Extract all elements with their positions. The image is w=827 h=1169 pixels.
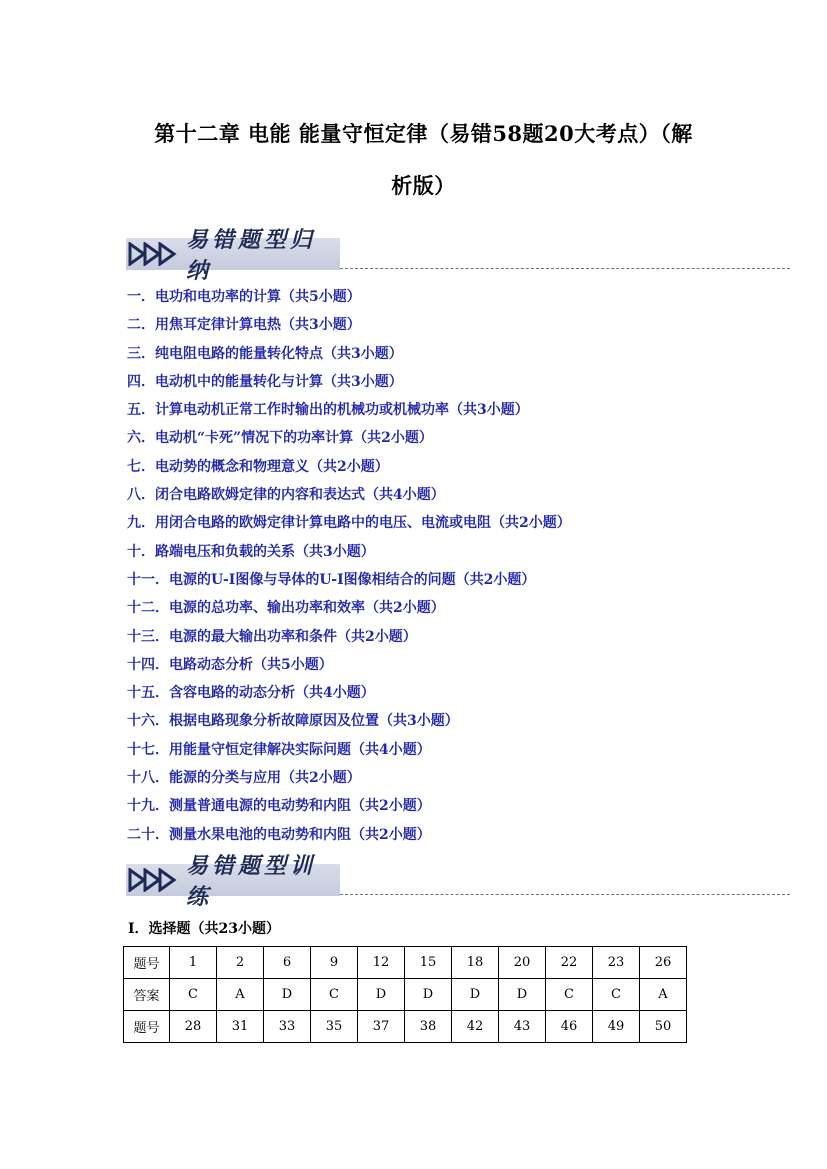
table-cell: 43 [499,1011,546,1043]
table-cell: 37 [358,1011,405,1043]
topic-item: 十四．电路动态分析（共5小题） [127,656,333,673]
table-cell: 28 [170,1011,217,1043]
topic-item: 十六．根据电路现象分析故障原因及位置（共3小题） [127,713,459,730]
topic-item: 十五．含容电路的动态分析（共4小题） [127,685,375,702]
topic-item: 二十．测量水果电池的电动势和内阻（共2小题） [127,826,431,843]
topic-item: 五．计算电动机正常工作时输出的机械功或机械功率（共3小题） [127,402,529,419]
topic-item: 十二．电源的总功率、输出功率和效率（共2小题） [127,600,445,617]
topic-item: 十．路端电压和负载的关系（共3小题） [127,543,375,560]
answer-table [123,946,687,1043]
topic-item: 十七．用能量守恒定律解决实际问题（共4小题） [127,741,431,758]
table-cell: C [170,979,217,1011]
table-cell: 9 [311,947,358,979]
table-cell: D [499,979,546,1011]
table-cell: 18 [452,947,499,979]
table-cell: 50 [640,1011,687,1043]
topic-item: 七．电动势的概念和物理意义（共2小题） [127,458,389,475]
topic-item: 十八．能源的分类与应用（共2小题） [127,770,361,787]
table-cell: 35 [311,1011,358,1043]
document-title-line-2: 析版） [391,173,456,198]
table-cell: D [405,979,452,1011]
triple-arrow-icon [128,868,178,892]
topic-item: 十三．电源的最大输出功率和条件（共2小题） [127,628,417,645]
topic-item: 一．电功和电功率的计算（共5小题） [127,289,361,305]
table-cell: 12 [358,947,405,979]
section-banner [126,227,340,284]
dashed-divider [340,894,790,895]
table-cell: 6 [264,947,311,979]
table-row [124,947,687,979]
topic-item: 十一．电源的U-I图像与导体的U-I图像相结合的问题（共2小题） [127,571,536,588]
table-cell: 1 [170,947,217,979]
topic-item: 二．用焦耳定律计算电热（共3小题） [127,317,361,334]
topic-list [127,287,571,853]
table-cell: 20 [499,947,546,979]
section-header-summary [126,227,790,284]
table-cell: D [452,979,499,1011]
table-row [124,979,687,1011]
table-cell: 38 [405,1011,452,1043]
table-cell: 49 [593,1011,640,1043]
table-cell: 23 [593,947,640,979]
topic-item: 四．电动机中的能量转化与计算（共3小题） [127,373,403,390]
table-cell: 46 [546,1011,593,1043]
choice-section-heading: Ⅰ．选择题（共23小题） [128,921,281,937]
table-cell: 26 [640,947,687,979]
table-cell: C [546,979,593,1011]
table-cell: 31 [217,1011,264,1043]
topic-item: 八．闭合电路欧姆定律的内容和表达式（共4小题） [127,487,445,504]
table-cell: A [217,979,264,1011]
topic-item: 九．用闭合电路的欧姆定律计算电路中的电压、电流或电阻（共2小题） [127,515,571,532]
table-cell: A [640,979,687,1011]
table-cell: D [264,979,311,1011]
table-cell: C [593,979,640,1011]
section-header-training [126,853,790,910]
dashed-divider [340,268,790,269]
table-cell: C [311,979,358,1011]
table-cell: 22 [546,947,593,979]
table-row [124,1011,687,1043]
section-banner [126,853,340,910]
topic-item: 十九．测量普通电源的电动势和内阻（共2小题） [127,798,431,815]
triple-arrow-icon [128,242,178,266]
document-title-line-1: 第十二章 电能 能量守恒定律（易错58题20大考点）（解 [154,121,693,146]
table-cell: 42 [452,1011,499,1043]
section-label: 易错题型训练 [186,853,317,910]
section-label: 易错题型归纳 [186,227,317,284]
table-cell: D [358,979,405,1011]
table-cell: 15 [405,947,452,979]
table-cell: 2 [217,947,264,979]
topic-item: 六．电动机“卡死”情况下的功率计算（共2小题） [127,430,433,447]
topic-item: 三．纯电阻电路的能量转化特点（共3小题） [127,345,403,362]
row-header-cell: 题号 [124,1011,170,1043]
row-header-cell: 答案 [124,979,170,1011]
table-cell: 33 [264,1011,311,1043]
row-header-cell: 题号 [124,947,170,979]
